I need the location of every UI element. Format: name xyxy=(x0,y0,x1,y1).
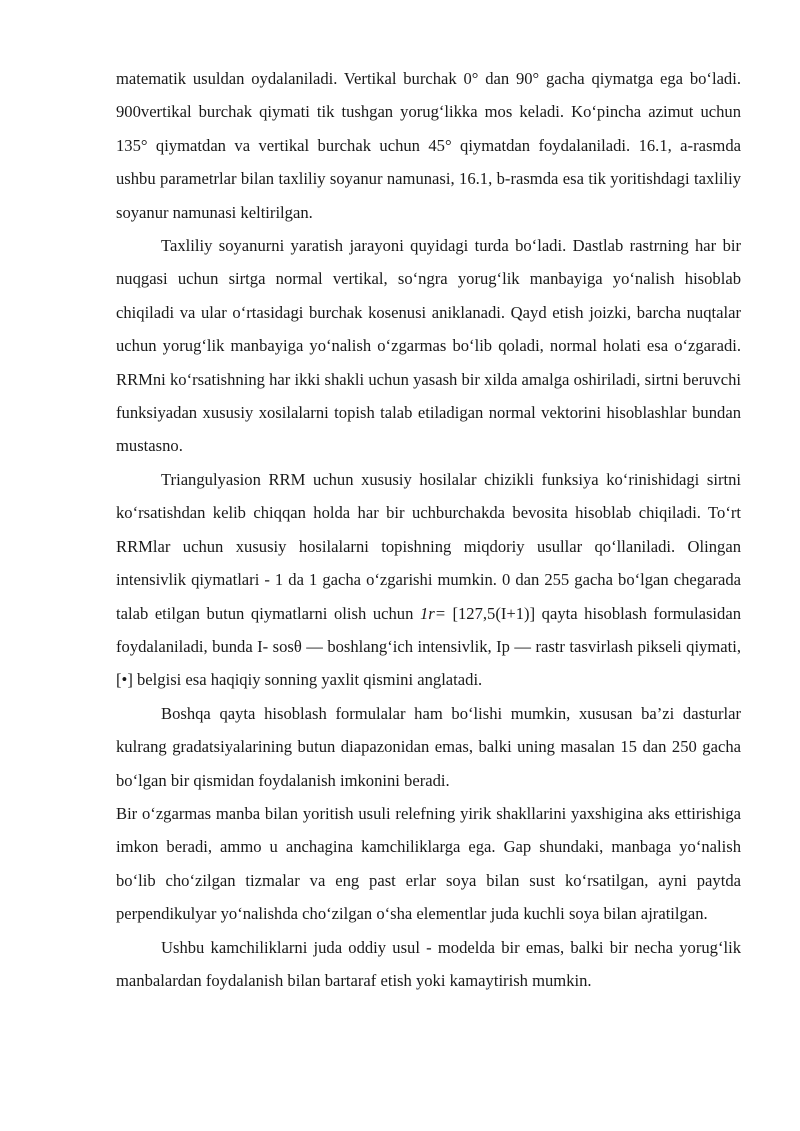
paragraph: Taxliliy soyanurni yaratish jarayoni quyidagi turda bo‘ladi. Dastlab rastrning har bir nuqgasi uchun sirtga normal vertikal, so‘ngra yorug‘lik manbayiga yo‘nalish hisoblab chiqiladi va ular o‘rtasidagi burchak kosenusi aniklanadi. Qayd etish joizki, barcha nuqtalar uchun yorug‘lik manbayiga yo‘nalish o‘zgarmas bo‘lib qoladi, normal holati esa o‘zgaradi. RRMni ko‘rsatishning har ikki shakli uchun yasash bir xilda amalga oshiriladi, sirtni beruvchi funksiyadan xususiy xosilalarni topish talab etiladigan normal vektorini hisoblashlar bundan mustasno. xyxy=(116,236,741,456)
paragraph-text: [127,5(I+1)] qayta hisoblash formulasidan foydalaniladi, bunda I- sosθ — boshlang‘ich intensivlik, Ip — rastr tasvirlash pikseli qiymati, [•] belgisi esa haqiqiy sonning yaxlit qismini anglatadi. xyxy=(116,603,741,690)
paragraph: Boshqa qayta hisoblash formulalar ham bo‘lishi mumkin, xususan ba’zi dasturlar kulrang gradatsiyalarining butun diapazonidan emas, balki uning masalan 15 dan 250 gacha bo‘lgan bir qismidan foydalanish imkonini beradi. xyxy=(116,703,741,790)
paragraph: Ushbu kamchiliklarni juda oddiy usul - modelda bir emas, balki bir necha yorug‘lik manbalardan foydalanish bilan bartaraf etish yoki kamaytirish mumkin. xyxy=(116,937,741,990)
paragraph: matematik usuldan oydalaniladi. Vertikal burchak 0° dan 90° gacha qiymatga ega bo‘ladi. 900vertikal burchak qiymati tik tushgan yorug‘likka mos keladi. Ko‘pincha azimut uchun 135° qiymatdan va vertikal burchak uchun 45° qiymatdan foydalaniladi. 16.1, a-rasmda ushbu parametrlar bilan taxliliy soyanur namunasi, 16.1, b-rasmda esa tik yoritishdagi taxliliy soyanur namunasi keltirilgan. xyxy=(116,69,741,222)
paragraph: Bir o‘zgarmas manba bilan yoritish usuli relefning yirik shakllarini yaxshigina aks ettirishiga imkon beradi, ammo u anchagina kamchiliklarga ega. Gap shundaki, manbaga yo‘nalish bo‘lib cho‘zilgan tizmalar va eng past erlar soya bilan sust ko‘rsatilgan, ayni paytda perpendikulyar yo‘nalishda cho‘zilgan o‘sha elementlar juda kuchli soya bilan ajratilgan. xyxy=(116,803,741,924)
document-page xyxy=(116,62,741,997)
paragraph xyxy=(116,463,741,697)
paragraph-text: Triangulyasion RRM uchun xususiy hosilalar chizikli funksiya ko‘rinishidagi sirtni ko‘rsatishdan kelib chiqqan holda har bir uchburchakda bevosita hisoblab chiqiladi. To‘rt RRMlar uchun xususiy hosilalarni topishning miqdoriy usullar qo‘llaniladi. Olingan intensivlik qiymatlari - 1 da 1 gacha o‘zgarishi mumkin. 0 dan 255 gacha bo‘lgan chegarada talab etilgan butun qiymatlarni olish uchun xyxy=(116,469,741,623)
formula: 1r= xyxy=(419,603,446,623)
